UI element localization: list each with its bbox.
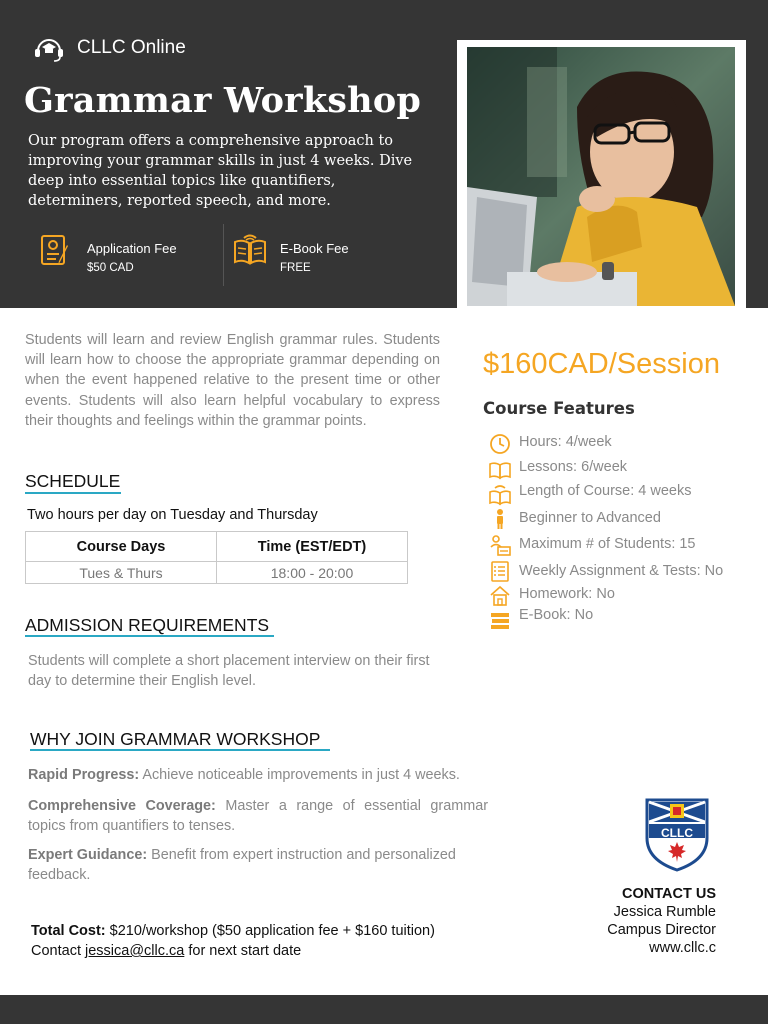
feature-level: Beginner to Advanced [519,510,661,526]
person-icon [489,508,511,530]
contact-block [560,885,716,957]
feature-ebook: E-Book: No [519,607,594,623]
why-item-text: Achieve noticeable improvements in just 4 weeks. [142,767,460,783]
table-cell: 18:00 - 20:00 [217,562,408,584]
table-header-row [26,532,408,562]
ebook-fee-value: FREE [280,262,311,274]
course-description: Students will learn and review English grammar rules. Students will learn how to choose the appropriate grammar depending on when the event happened relative to the present time or other events. Students will also learn helpful vocabulary to express their thoughts and feelings within the grammar points. [25,332,440,429]
application-form-icon [38,232,74,268]
feature-homework: Homework: No [519,586,615,602]
table-cell: Tues & Thurs [26,562,217,584]
why-heading: WHY JOIN GRAMMAR WORKSHOP [30,729,321,749]
schedule-caption: Two hours per day on Tuesday and Thursday [27,507,318,523]
why-item-label: Comprehensive Coverage: [28,798,216,814]
schedule-heading: SCHEDULE [25,471,121,491]
contact-prefix: Contact [31,943,85,959]
features-title: Course Features [483,399,635,418]
feature-max-students: Maximum # of Students: 15 [519,536,696,552]
column-header: Time (EST/EDT) [217,532,408,562]
schedule-underline [25,492,121,494]
application-fee-value: $50 CAD [87,262,134,274]
fee-divider [223,224,224,286]
column-header: Course Days [26,532,217,562]
admission-heading: ADMISSION REQUIREMENTS [25,615,270,635]
contact-heading: CONTACT US [622,886,716,902]
reading-book-icon [489,484,511,506]
contact-name: Jessica Rumble [613,904,716,920]
total-cost-label: Total Cost: [31,923,106,939]
books-stack-icon [489,609,511,631]
application-fee-label: Application Fee [87,241,177,256]
why-item [28,765,493,785]
why-item-text: Benefit from expert instruction and personalized feedback. [28,847,456,883]
feature-lessons: Lessons: 6/week [519,459,628,475]
contact-role: Campus Director [607,922,716,938]
total-cost-text: $210/workshop ($50 application fee + $160 tuition) [105,923,435,939]
ebook-fee-label: E-Book Fee [280,241,349,256]
book-icon [489,459,511,481]
students-icon [489,534,511,556]
house-icon [489,585,511,607]
crest-text: CLLC [661,826,693,840]
why-item-label: Expert Guidance: [28,847,148,863]
admission-underline [25,635,274,637]
brand-name: CLLC Online [77,37,186,58]
feature-length: Length of Course: 4 weeks [519,483,692,499]
open-book-icon [232,232,268,268]
feature-assignments: Weekly Assignment & Tests: No [519,563,724,579]
why-item-label: Rapid Progress: [28,767,140,783]
page-title: Grammar Workshop [24,80,422,121]
why-item [28,796,488,836]
clock-icon [489,433,511,455]
total-cost [31,921,435,961]
session-price: $160CAD/Session [483,348,720,380]
headset-graduation-cap-icon [32,33,66,63]
checklist-icon [489,560,511,582]
why-item [28,845,498,885]
schedule-table [25,531,408,584]
intro-text: Our program offers a comprehensive approach to improving your grammar skills in just 4 weeks. Dive deep into essential topics like quantifiers, determiners, reported speech, and more. [28,133,413,209]
feature-hours: Hours: 4/week [519,434,612,450]
admission-text: Students will complete a short placement interview on their first day to determine their English level. [28,653,430,690]
table-row [26,562,408,584]
why-item-text: Master a range of essential grammar topics from quantifiers to tenses. [28,798,488,834]
contact-website[interactable]: www.cllc.c [649,940,716,956]
why-underline [30,749,330,751]
contact-email-link[interactable]: jessica@cllc.ca [85,943,185,959]
student-at-laptop-photo [467,47,735,306]
footer-band [0,995,768,1024]
contact-suffix: for next start date [184,943,302,959]
